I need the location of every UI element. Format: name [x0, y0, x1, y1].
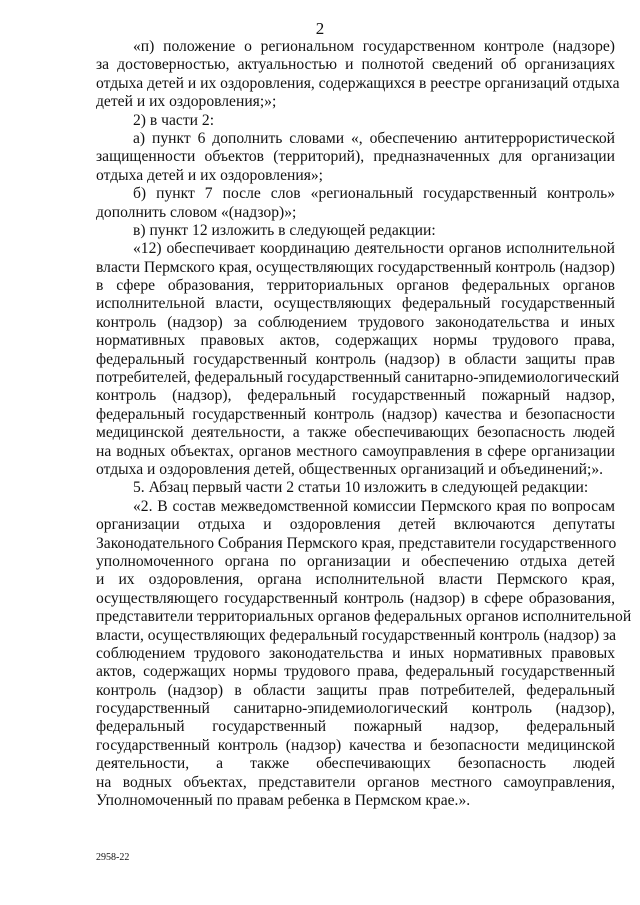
- text-line: государственный санитарно-эпидемиологический контроль (надзор),: [96, 700, 615, 718]
- document-registration-code: 2958-22: [96, 852, 130, 863]
- text-line: «12) обеспечивает координацию деятельности органов исполнительной: [133, 240, 615, 258]
- text-line: контроль (надзор) за соблюдением трудового законодательства и иных: [96, 313, 615, 331]
- text-line: отдыха и оздоровления детей, общественных организаций и объединений;».: [96, 460, 604, 478]
- text-line: исполнительной власти, осуществляющих федеральный государственный: [96, 295, 615, 313]
- text-line: федеральный государственный контроль (надзор) качества и безопасности: [96, 405, 615, 423]
- page-number: 2: [315, 19, 325, 38]
- text-line: и их оздоровления, органа исполнительной власти Пермского края,: [96, 571, 615, 589]
- text-line: власти, осуществляющих федеральный государственный контроль (надзор) за: [96, 626, 617, 644]
- text-line: осуществляющего государственный контроль (надзор) в сфере образования,: [96, 589, 615, 607]
- text-line: 5. Абзац первый части 2 статьи 10 изложить в следующей редакции:: [133, 479, 589, 497]
- text-line: Уполномоченный по правам ребенка в Пермском крае.».: [96, 792, 471, 810]
- text-line: потребителей, федеральный государственный санитарно-эпидемиологический: [96, 369, 620, 387]
- document-body: [96, 38, 632, 810]
- text-line: соблюдением трудового законодательства и иных нормативных правовых: [96, 644, 615, 662]
- text-line: отдыха детей и их оздоровления, содержащихся в реестре организаций отдыха: [96, 74, 620, 92]
- text-line: нормативных правовых актов, содержащих нормы трудового права,: [96, 332, 615, 350]
- text-line: Законодательного Собрания Пермского края, представители государственного: [96, 534, 617, 552]
- text-line: контроль (надзор), федеральный государственный пожарный надзор,: [96, 387, 615, 405]
- text-line: «п) положение о региональном государственном контроле (надзоре): [133, 38, 615, 55]
- text-line: 2) в части 2:: [133, 111, 215, 129]
- text-line: уполномоченного органа по организации и обеспечению отдыха детей: [96, 552, 615, 570]
- text-line: федеральный государственный пожарный надзор, федеральный: [96, 718, 615, 736]
- text-line: дополнить словом «(надзор)»;: [96, 203, 297, 221]
- text-line: защищенности объектов (территорий), предназначенных для организации: [96, 148, 615, 166]
- text-line: детей и их оздоровления;»;: [96, 93, 277, 111]
- text-line: деятельности, а также обеспечивающих безопасность людей: [96, 755, 615, 773]
- text-line: за достоверностью, актуальностью и полнотой сведений об организациях: [96, 56, 615, 74]
- text-line: контроль (надзор) в области защиты прав потребителей, федеральный: [96, 681, 615, 699]
- text-line: медицинской деятельности, а также обеспечивающих безопасность людей: [96, 424, 615, 442]
- text-line: на водных объектах, представители органов местного самоуправления,: [96, 773, 615, 791]
- text-line: организации отдыха и оздоровления детей включаются депутаты: [96, 516, 615, 534]
- text-line: в) пункт 12 изложить в следующей редакции:: [133, 221, 436, 239]
- text-line: актов, содержащих нормы трудового права, федеральный государственный: [96, 663, 615, 681]
- text-line: федеральный государственный контроль (надзор) в области защиты прав: [96, 350, 615, 368]
- text-line: государственный контроль (надзор) качества и безопасности медицинской: [96, 736, 615, 754]
- text-line: в сфере образования, территориальных органов федеральных органов: [96, 277, 615, 295]
- text-line: б) пункт 7 после слов «региональный государственный контроль»: [133, 185, 615, 203]
- text-line: на водных объектах, органов местного самоуправления в сфере организации: [96, 442, 615, 460]
- text-line: представители территориальных органов федеральных органов исполнительной: [96, 608, 632, 626]
- text-line: отдыха детей и их оздоровления»;: [96, 166, 323, 184]
- text-line: «2. В состав межведомственной комиссии Пермского края по вопросам: [133, 497, 615, 515]
- text-line: а) пункт 6 дополнить словами «, обеспечению антитеррористической: [133, 129, 615, 147]
- text-line: власти Пермского края, осуществляющих государственный контроль (надзор): [96, 258, 615, 276]
